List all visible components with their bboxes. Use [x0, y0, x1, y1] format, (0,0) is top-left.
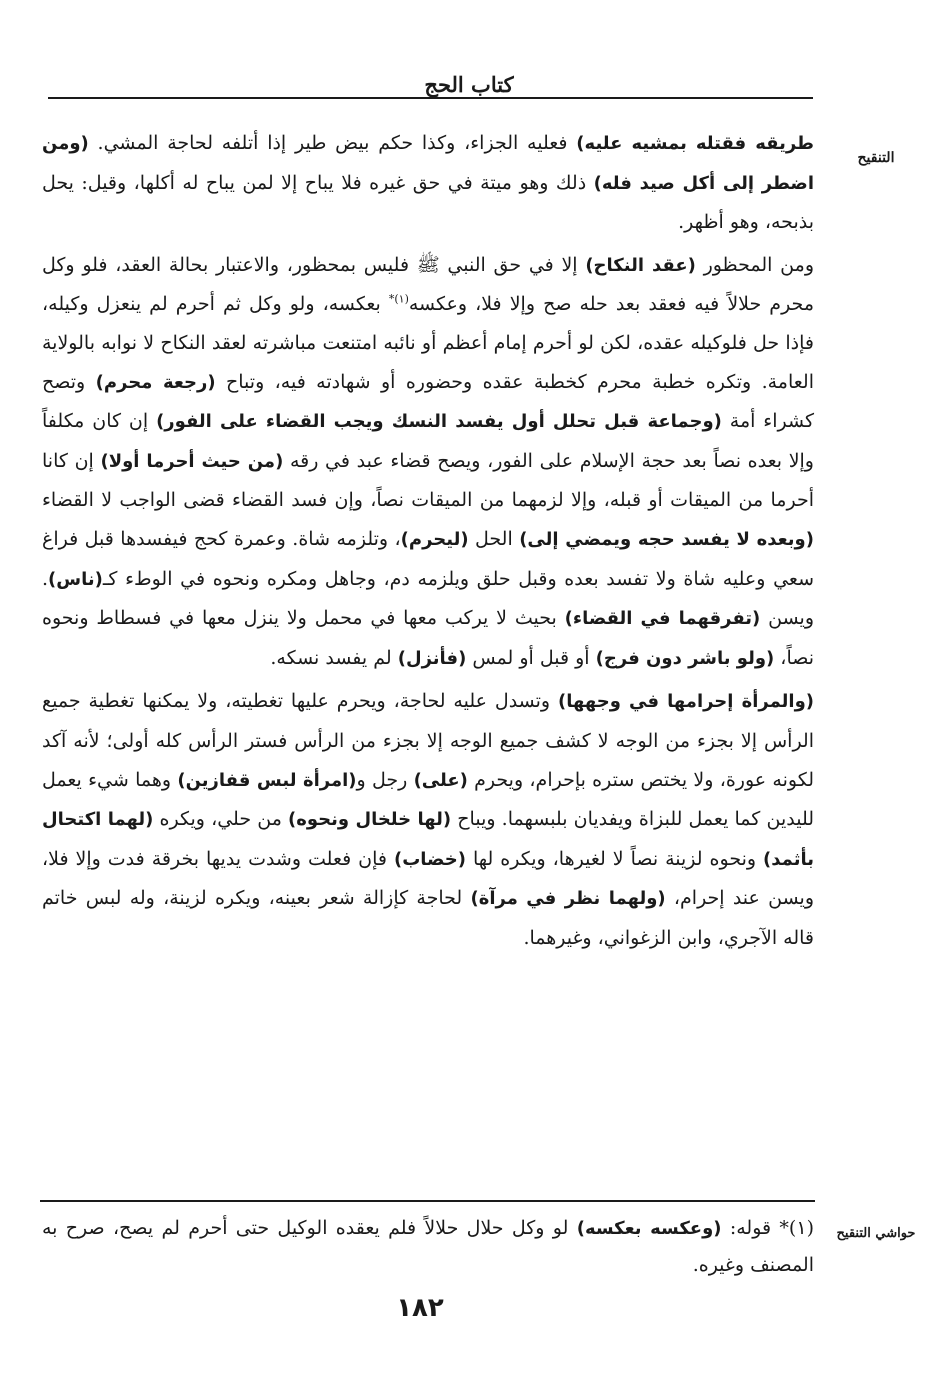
text-run: وهما شيء يعمل لليدين كما يعمل للبزاة ويفديان بلبسهما. ويباح [42, 768, 815, 831]
text-run: . ويسن [42, 567, 814, 630]
text-run: ومن المحظور [695, 253, 814, 276]
text-run: ، وتلزمه شاة. وعمرة كحج فيفسدها قبل فراغ سعي وعليه شاة ولا تفسد بعده وقبل حلق ويلزمه دم، وجاهل ومكره ونحوه في الوطء كـ [42, 527, 814, 590]
footnote-rule [40, 1200, 815, 1202]
matn-quote: طريقه فقتله بمشيه عليه) [576, 133, 814, 154]
text-run: وتصح كشراء أمة [42, 370, 814, 433]
matn-quote: (عقد النكاح) [585, 254, 696, 276]
matn-quote: (وعكسه بعكسه) [576, 1218, 722, 1239]
matn-quote: (لهما اكتحال بأثمد) [42, 809, 814, 870]
main-text [42, 124, 814, 1184]
running-header-title: كتاب الحج [424, 72, 514, 97]
matn-quote: (على) [413, 769, 468, 791]
margin-label-footnotes: حواشي التنقيح [836, 1226, 916, 1241]
matn-quote: (والمرأة إحرامها في وجهها) [557, 691, 814, 713]
text-run: إن كان مكلفاً وإلا بعده نصاً بعد حجة الإسلام على الفور، ويصح قضاء عبد في رقه [42, 410, 814, 472]
matn-quote: (امرأة لبس قفازين) [177, 769, 357, 791]
page-number: ١٨٢ [396, 1293, 444, 1323]
matn-quote: (ناس) [48, 568, 103, 590]
matn-quote: (تفرقهما في القضاء) [564, 608, 761, 630]
text-run: ذلك وهو ميتة في حق غيره فلا يباح إلا لمن يباح له أكلها، وقيل: يحل بذبحه، وهو أظهر. [42, 171, 814, 234]
paragraph-1 [42, 124, 814, 242]
text-run: إلا في حق النبي ﷺ فليس بمحظور، والاعتبار بحالة العقد، فلو وكل محرم حلالاً فيه فعقد بعد حله صح وإلا فلا، وعكسه [42, 253, 814, 316]
text-run: من حلي، ويكره [153, 808, 289, 831]
matn-quote: (ومن اضطر إلى أكل صيد فله) [42, 133, 814, 194]
text-run: بعكسه، ولو وكل ثم أحرم لم ينعزل وكيله، فإذا حل فلوكيله عقده، لكن لو أحرم إمام أعظم أو نائبه امتنعت مباشرته لعقد النكاح لا نوابه بالولاية العامة. وتكره خطبة محرم كخطبة عقده وحضوره أو شهادته فيه، وتباح [42, 293, 814, 393]
matn-quote: (وبعده لا يفسد حجه ويمضي إلى) [519, 528, 814, 550]
matn-quote: (ليحرم) [400, 528, 469, 550]
matn-quote: (ولهما نظر في مرآة) [470, 888, 666, 910]
matn-quote: (خضاب) [393, 848, 466, 870]
text-run: الحل [468, 527, 520, 550]
text-run: أو قبل أو لمس [466, 646, 596, 669]
matn-quote: (ولو باشر دون فرج) [595, 647, 775, 669]
matn-quote: (من حيث أحرما أولا) [100, 450, 284, 472]
text-run: ونحوه لزينة نصاً لا لغيرها، ويكره لها [466, 847, 764, 870]
text-run: فعليه الجزاء، وكذا حكم بيض طير إذا أتلفه لحاجة المشي. [88, 132, 577, 154]
text-run: (١)* قوله: [721, 1217, 814, 1239]
text-run: بحيث لا يركب معها في محمل ولا ينزل معها في فسطاط ونحوه نصاً، [42, 607, 814, 669]
header-rule [48, 97, 813, 99]
paragraph-3 [42, 682, 814, 957]
text-run: وتسدل عليه لحاجة، ويحرم عليها تغطيته، ولا يمكنها تغطية جميع الرأس إلا بجزء من الوجه لا كشف جميع الوجه إلا بجزء من الرأس فستر الرأس كله أولى؛ لأنه آكد لكونه عورة، ولا يختص ستره بإحرام، ويحرم [42, 690, 814, 791]
text-run: رجل و [356, 768, 414, 791]
text-run: فإن فعلت وشدت يديها بخرقة فدت وإلا فلا، ويسن عند إحرام، [42, 847, 814, 910]
matn-quote: (لها خلخال ونحوه) [288, 809, 452, 831]
matn-quote: (رجعة محرم) [95, 371, 216, 393]
text-run: لو وكل حلال حلالاً فلم يعقده الوكيل حتى أحرم لم يصح، صرح به المصنف وغيره. [42, 1217, 814, 1276]
text-run: إن كانا أحرما من الميقات أو قبله، وإلا لزمهما من الميقات نصاً، وإن فسد القضاء قضى الواجب لا القضاء [42, 449, 814, 512]
margin-label-tanqih: التنقيح [857, 150, 895, 166]
matn-quote: (فأنزل) [397, 647, 467, 669]
matn-quote: (وجماعة قبل تحلل أول يفسد النسك ويجب القضاء على الفور) [156, 411, 722, 433]
paragraph-2 [42, 246, 814, 679]
footnote-text [42, 1210, 814, 1284]
footnote-marker: (١)* [388, 293, 409, 307]
text-run: لم يفسد نسكه. [270, 646, 398, 669]
text-run: لحاجة كإزالة شعر بعينه، ويكره لزينة، وله لبس خاتم قاله الآجري، وابن الزغواني، وغيرهما. [42, 887, 814, 949]
